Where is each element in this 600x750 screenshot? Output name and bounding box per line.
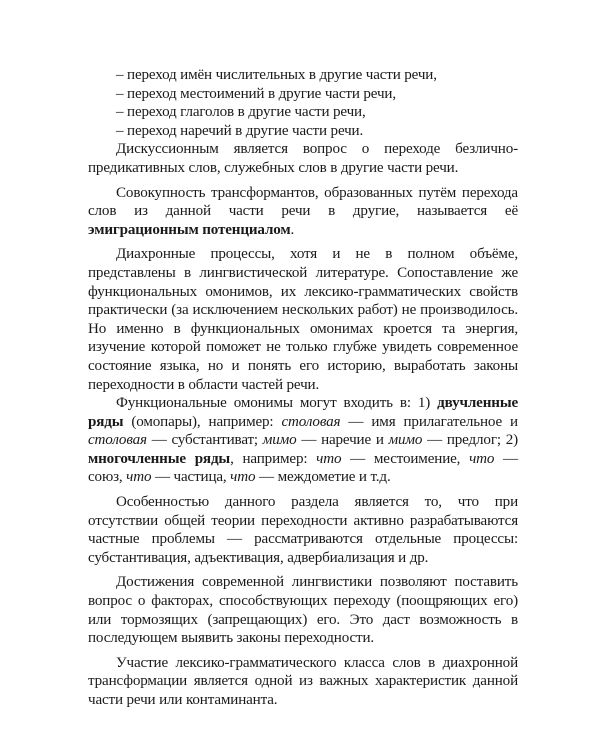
italic-example: что	[230, 469, 256, 486]
text-run: — имя прилагательное и	[340, 413, 518, 430]
italic-example: мимо	[388, 432, 423, 449]
paragraph-functional-homonyms	[88, 394, 518, 487]
list-item: – переход глаголов в другие части речи,	[116, 104, 366, 121]
list-item: – переход местоимений в другие части речи,	[116, 85, 396, 102]
list-item: – переход имён числительных в другие части речи,	[116, 67, 437, 83]
paragraph-particular-problems: Особенностью данного раздела является то, что при отсутствии общей теории переходности активно разрабатываются частные проблемы — рассматриваются отдельные процессы: субстантивация, адъективация, адвербиализация и др.	[88, 494, 518, 566]
list-item: – переход наречий в другие части речи.	[116, 122, 364, 139]
paragraph-discussion: Дискуссионным является вопрос о переходе безлично-предикативных слов, служебных слов в другие части речи.	[88, 141, 518, 176]
text-run: — субстантиват;	[146, 432, 263, 449]
paragraph-emigration-potential	[88, 184, 518, 240]
paragraph-text: Совокупность трансформантов, образованных путём перехода слов из данной части речи в другие, называется её	[88, 184, 518, 220]
bold-term: многочленные ряды	[88, 450, 231, 467]
text-run: — предлог; 2)	[422, 432, 518, 449]
italic-example: что	[469, 450, 495, 467]
italic-example: что	[316, 450, 342, 467]
text-run: , например:	[230, 450, 317, 467]
text-run: — междометие и т.д.	[255, 469, 391, 486]
body-text	[88, 66, 518, 710]
paragraph-text: .	[290, 221, 295, 238]
italic-example: столовая	[88, 432, 147, 449]
text-run: (омопары), например:	[123, 413, 282, 430]
paragraph-participation: Участие лексико-грамматического класса слов в диахронной трансформации является одной из важных характеристик данной части речи или контаминанта.	[88, 654, 518, 708]
paragraph-achievements: Достижения современной лингвистики позволяют поставить вопрос о факторах, способствующих переходу (поощряющих его) или тормозящих (запрещающих) его. Это даст возможность в последующем выявить законы переходности.	[88, 574, 518, 647]
text-run: — частица,	[151, 469, 231, 486]
italic-example: мимо	[262, 432, 297, 449]
text-run: — союз,	[88, 450, 518, 486]
italic-example: что	[126, 469, 152, 486]
bold-term: эмиграционным потенциалом	[88, 221, 291, 238]
text-run: — местоимение,	[341, 450, 470, 467]
text-run: Функциональные омонимы могут входить в: 1)	[116, 395, 438, 412]
italic-example: столовая	[281, 413, 341, 430]
bold-term: двучленные ряды	[88, 395, 518, 430]
text-run: — наречие и	[296, 432, 389, 449]
paragraph-diachronic: Диахронные процессы, хотя и не в полном объёме, представлены в лингвистической литературе. Сопоставление же функциональных омонимов, их лексико-грамматических свойств практически (за исключением нескольких работ) не производилось. Но именно в функциональных омонимах кроется та энергия, изучение которой поможет не только глубже увидеть современное состояние языка, но и понять его историю, выработать законы переходности в области частей речи.	[88, 246, 518, 393]
